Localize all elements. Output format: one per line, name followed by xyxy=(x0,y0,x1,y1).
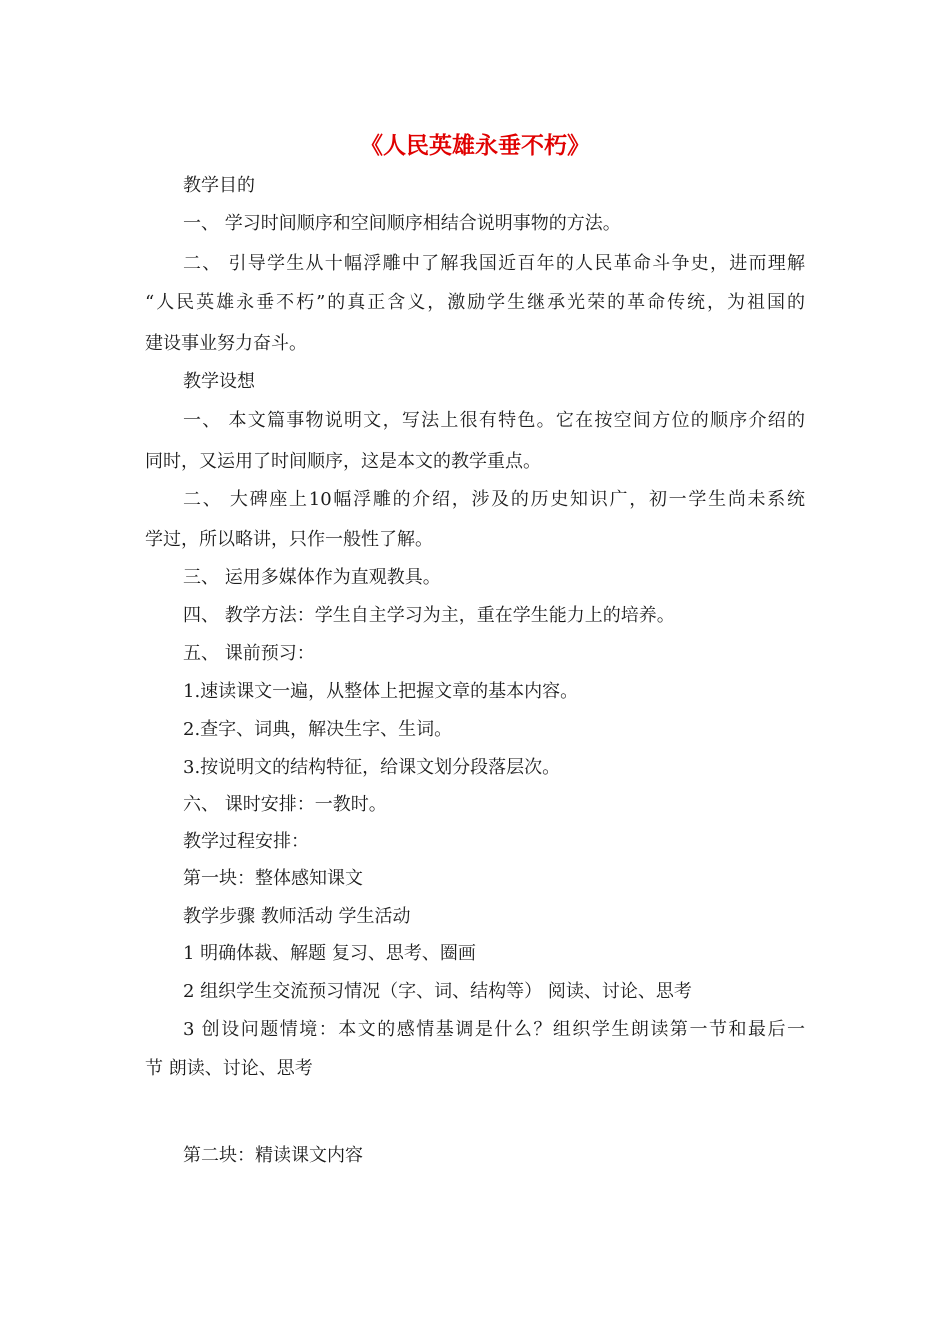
plan-item-4: 四、 教学方法：学生自主学习为主，重在学生能力上的培养。 xyxy=(183,605,675,626)
plan-item-6: 六、 课时安排：一教时。 xyxy=(183,794,387,815)
plan-item-2-line-2: 学过，所以略讲，只作一般性了解。 xyxy=(145,529,433,550)
goal-item-2-line-1: 二、 引导学生从十幅浮雕中了解我国近百年的人民革命斗争史，进而理解 xyxy=(183,253,805,274)
plan-item-1-line-2: 同时，又运用了时间顺序，这是本文的教学重点。 xyxy=(145,451,541,472)
goal-item-2-line-2: “人民英雄永垂不朽”的真正含义，激励学生继承光荣的革命传统，为祖国的 xyxy=(145,292,805,313)
heading-process: 教学过程安排： xyxy=(183,831,309,852)
goal-item-2-line-3: 建设事业努力奋斗。 xyxy=(145,333,307,354)
steps-table-header: 教学步骤 教师活动 学生活动 xyxy=(183,906,411,927)
preview-step-3: 3.按说明文的结构特征，给课文划分段落层次。 xyxy=(183,757,561,778)
step-row-1: 1 明确体裁、解题 复习、思考、圈画 xyxy=(183,943,476,964)
goal-item-1: 一、 学习时间顺序和空间顺序相结合说明事物的方法。 xyxy=(183,213,621,234)
step-row-2: 2 组织学生交流预习情况（字、词、结构等） 阅读、讨论、思考 xyxy=(183,981,692,1002)
preview-step-2: 2.查字、词典，解决生字、生词。 xyxy=(183,719,453,740)
document-title: 《人民英雄永垂不朽》 xyxy=(360,133,590,159)
heading-teaching-plan: 教学设想 xyxy=(183,371,255,392)
plan-item-3: 三、 运用多媒体作为直观教具。 xyxy=(183,567,441,588)
block-1-heading: 第一块：整体感知课文 xyxy=(183,868,363,889)
step-row-3-line-2: 节 朗读、讨论、思考 xyxy=(145,1058,313,1079)
plan-item-2-line-1: 二、 大碑座上10幅浮雕的介绍，涉及的历史知识广，初一学生尚未系统 xyxy=(183,489,805,510)
plan-item-1-line-1: 一、 本文篇事物说明文，写法上很有特色。它在按空间方位的顺序介绍的 xyxy=(183,410,805,431)
preview-step-1: 1.速读课文一遍，从整体上把握文章的基本内容。 xyxy=(183,681,579,702)
block-2-heading: 第二块：精读课文内容 xyxy=(183,1145,363,1166)
step-row-3-line-1: 3 创设问题情境：本文的感情基调是什么？组织学生朗读第一节和最后一 xyxy=(183,1019,805,1040)
plan-item-5: 五、 课前预习： xyxy=(183,643,315,664)
heading-teaching-goals: 教学目的 xyxy=(183,175,255,196)
